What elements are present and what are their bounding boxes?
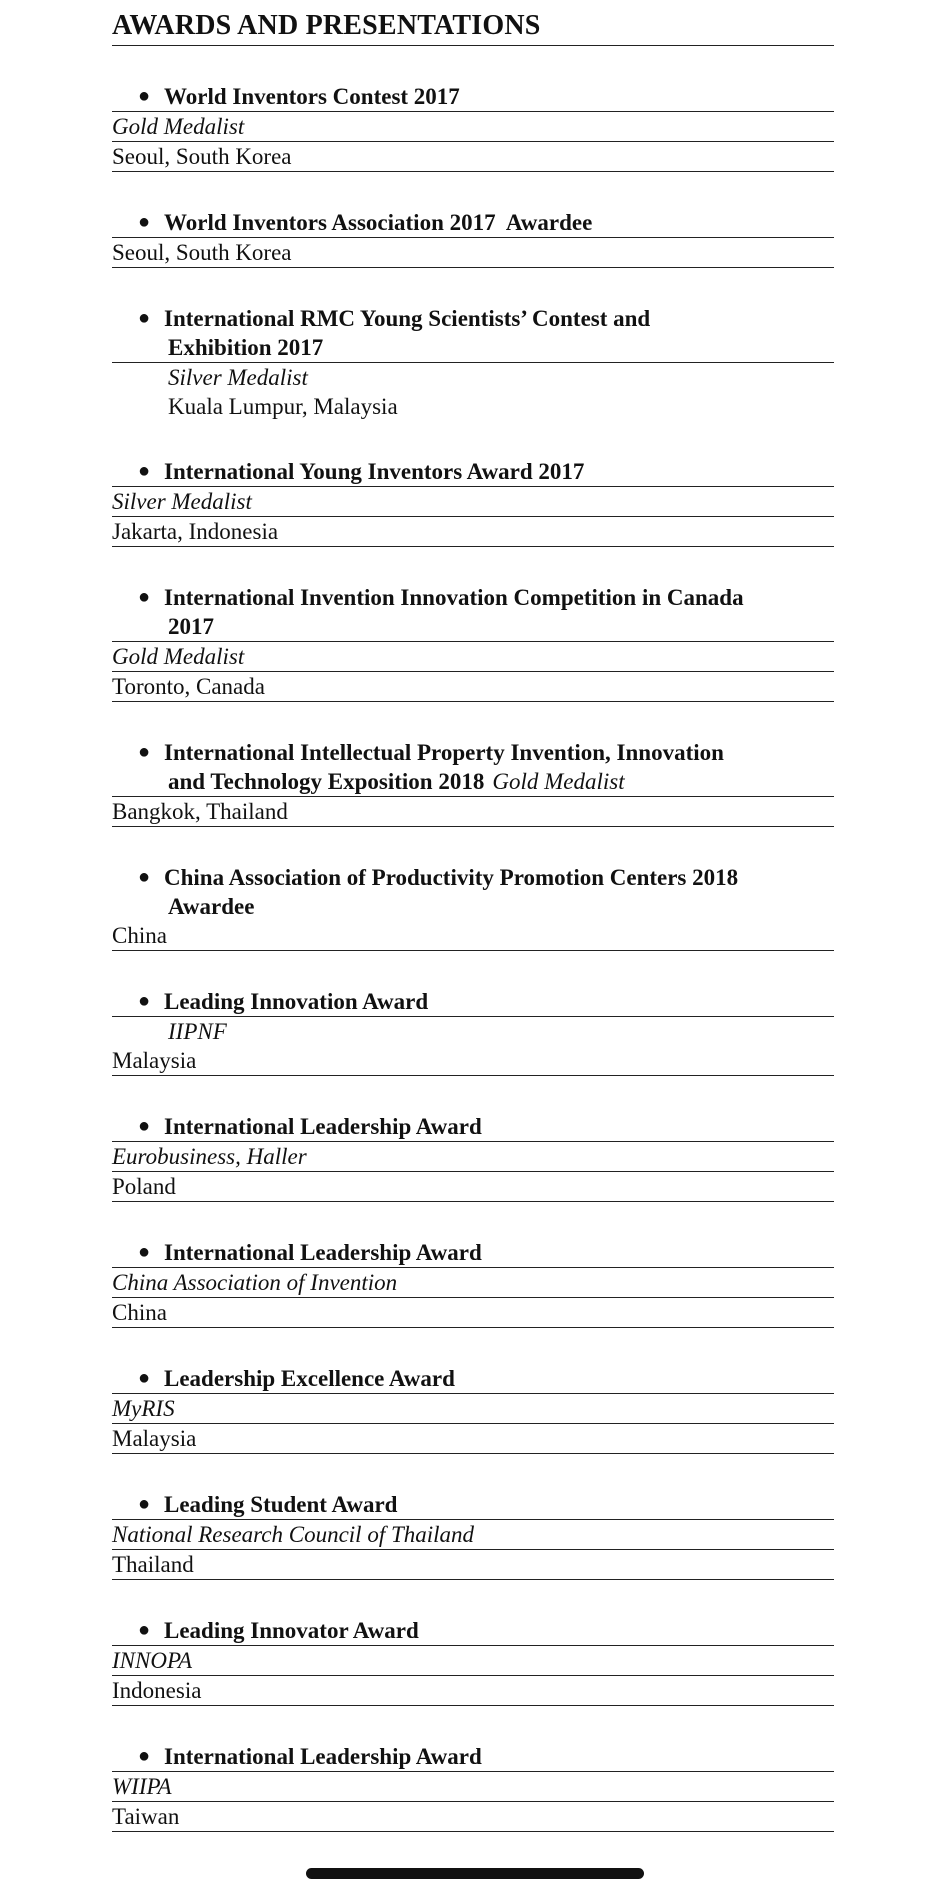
award-location: China: [112, 1298, 834, 1328]
award-title-line: [112, 1490, 834, 1520]
award-title-line: [112, 1112, 834, 1142]
bullet-icon: ●: [138, 1619, 151, 1641]
award-location: Bangkok, Thailand: [112, 797, 834, 827]
award-entry: [112, 208, 834, 268]
award-title: World Inventors Association 2017 Awardee: [164, 210, 593, 235]
award-title: International RMC Young Scientists’ Contest and: [164, 306, 651, 331]
award-title-continued: and Technology Exposition 2018: [168, 769, 485, 794]
award-title-line: [112, 738, 834, 797]
award-title-line: [112, 583, 834, 642]
award-recognition: National Research Council of Thailand: [112, 1520, 834, 1550]
award-title: World Inventors Contest 2017: [164, 84, 460, 109]
award-entry: [112, 863, 834, 951]
award-location: Seoul, South Korea: [112, 238, 834, 268]
award-recognition: China Association of Invention: [112, 1268, 834, 1298]
award-title: International Young Inventors Award 2017: [164, 459, 585, 484]
award-title: International Leadership Award: [164, 1240, 482, 1265]
bullet-icon: ●: [138, 307, 151, 329]
award-location: Malaysia: [112, 1424, 834, 1454]
award-title-line: [112, 863, 834, 921]
award-entry: [112, 1742, 834, 1832]
bullet-icon: ●: [138, 85, 151, 107]
award-entry: [112, 304, 834, 421]
award-entry: [112, 1616, 834, 1706]
award-title-line: [112, 987, 834, 1017]
section-heading: AWARDS AND PRESENTATIONS: [112, 8, 834, 46]
home-indicator-bar[interactable]: [306, 1868, 644, 1879]
bullet-icon: ●: [138, 460, 151, 482]
award-title: Leading Innovation Award: [164, 989, 429, 1014]
bullet-icon: ●: [138, 990, 151, 1012]
award-title-line: [112, 82, 834, 112]
award-title: International Leadership Award: [164, 1114, 482, 1139]
award-entry: [112, 1112, 834, 1202]
award-title: Leading Student Award: [164, 1492, 398, 1517]
award-location: Taiwan: [112, 1802, 834, 1832]
award-title-line: [112, 1742, 834, 1772]
bullet-icon: ●: [138, 1241, 151, 1263]
bullet-icon: ●: [138, 1367, 151, 1389]
award-title: Leadership Excellence Award: [164, 1366, 455, 1391]
awards-document: [112, 0, 834, 1832]
award-title-line: [112, 1616, 834, 1646]
award-entry: [112, 738, 834, 827]
award-recognition: IIPNF: [168, 1019, 227, 1044]
bullet-icon: ●: [138, 1745, 151, 1767]
award-recognition: INNOPA: [112, 1646, 834, 1676]
award-location: Indonesia: [112, 1676, 834, 1706]
award-entry: [112, 1238, 834, 1328]
award-location: Malaysia: [112, 1046, 834, 1076]
award-title-continued: Exhibition 2017: [168, 335, 324, 360]
award-title: International Invention Innovation Competition in Canada: [164, 585, 744, 610]
award-title-line: [112, 208, 834, 238]
award-location: Jakarta, Indonesia: [112, 517, 834, 547]
award-entry: [112, 1490, 834, 1580]
award-entry: [112, 987, 834, 1076]
award-title-line: [112, 1238, 834, 1268]
award-recognition: Gold Medalist: [112, 112, 834, 142]
award-entry: [112, 82, 834, 172]
award-title-continued: 2017: [168, 614, 214, 639]
award-title: International Leadership Award: [164, 1744, 482, 1769]
award-location: Toronto, Canada: [112, 672, 834, 702]
award-recognition: Gold Medalist: [492, 769, 625, 794]
bullet-icon: ●: [138, 1115, 151, 1137]
bullet-icon: ●: [138, 211, 151, 233]
award-recognition: Eurobusiness, Haller: [112, 1142, 834, 1172]
award-location: Poland: [112, 1172, 834, 1202]
award-entry: [112, 583, 834, 702]
award-recognition: Silver Medalist: [112, 487, 834, 517]
award-location: China: [112, 921, 834, 951]
award-title: Leading Innovator Award: [164, 1618, 419, 1643]
award-recognition: MyRIS: [112, 1394, 834, 1424]
award-entry: [112, 457, 834, 547]
award-title: International Intellectual Property Invention, Innovation: [164, 740, 724, 765]
bullet-icon: ●: [138, 866, 151, 888]
award-location: Kuala Lumpur, Malaysia: [168, 394, 398, 419]
award-recognition: WIIPA: [112, 1772, 834, 1802]
award-title-continued: Awardee: [168, 894, 255, 919]
award-location: Thailand: [112, 1550, 834, 1580]
bullet-icon: ●: [138, 741, 151, 763]
award-title-line: [112, 304, 834, 363]
award-title: China Association of Productivity Promotion Centers 2018: [164, 865, 739, 890]
award-recognition: Gold Medalist: [112, 642, 834, 672]
award-title-line: [112, 1364, 834, 1394]
award-title-line: [112, 457, 834, 487]
award-recognition: Silver Medalist: [168, 365, 308, 390]
award-entry: [112, 1364, 834, 1454]
bullet-icon: ●: [138, 586, 151, 608]
bullet-icon: ●: [138, 1493, 151, 1515]
award-location: Seoul, South Korea: [112, 142, 834, 172]
